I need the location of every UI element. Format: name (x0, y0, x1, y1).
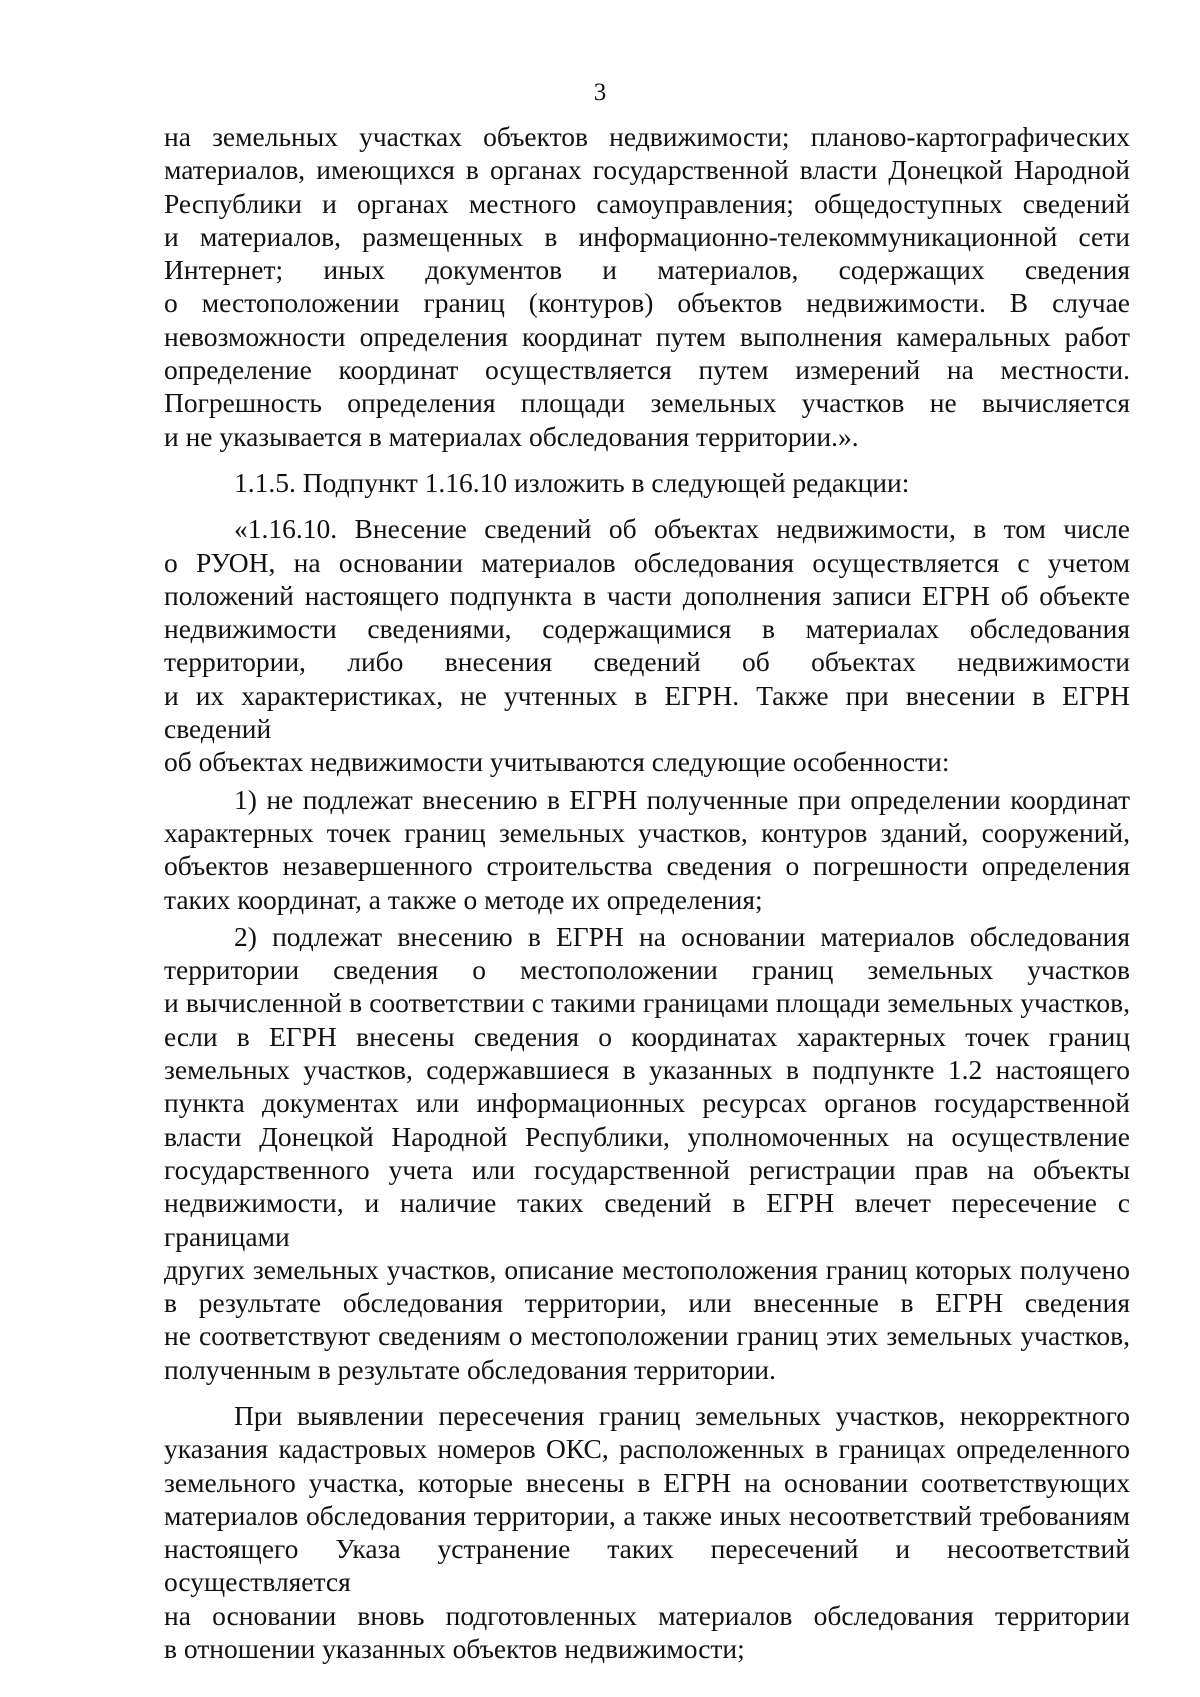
text-line: и их характеристиках, не учтенных в ЕГРН. Также при внесении в ЕГРН сведений (164, 679, 1130, 745)
text-line: других земельных участков, описание местоположения границ которых получено (164, 1253, 1130, 1285)
text-line: положений настоящего подпункта в части дополнения записи ЕГРН об объекте (164, 579, 1130, 611)
list-item-1 (164, 783, 1130, 916)
text-line: 1.1.5. Подпункт 1.16.10 изложить в следующей редакции: (234, 466, 910, 498)
text-line: настоящего Указа устранение таких пересечений и несоответствий осуществляется (164, 1533, 1130, 1598)
document-body (164, 120, 1130, 1665)
spacer (164, 499, 1130, 512)
text-line: в результате обследования территории, или внесенные в ЕГРН сведения (164, 1287, 1130, 1319)
text-line: невозможности определения координат путем выполнения камеральных работ (164, 320, 1130, 352)
text-line: Погрешность определения площади земельных участков не вычисляется (164, 387, 1130, 419)
text-line: указания кадастровых номеров ОКС, расположенных в границах определенного (164, 1433, 1130, 1465)
text-line: о местоположении границ (контуров) объектов недвижимости. В случае (164, 287, 1130, 319)
text-line: При выявлении пересечения границ земельных участков, некорректного (234, 1399, 1130, 1431)
text-line: земельных участков, содержавшиеся в указанных в подпункте 1.2 настоящего (164, 1054, 1130, 1086)
text-line: о РУОН, на основании материалов обследования осуществляется с учетом (164, 546, 1130, 578)
paragraph-subclause-1-1-5 (164, 466, 1130, 499)
text-line: власти Донецкой Народной Республики, уполномоченных на осуществление (164, 1120, 1130, 1152)
text-line: «1.16.10. Внесение сведений об объектах недвижимости, в том числе (234, 513, 1130, 545)
paragraph-intersection (164, 1399, 1130, 1665)
text-line: недвижимости, и наличие таких сведений в ЕГРН влечет пересечение с границами (164, 1187, 1130, 1252)
text-line: об объектах недвижимости учитываются следующие особенности: (164, 746, 950, 778)
text-line: определение координат осуществляется путем измерений на местности. (164, 354, 1130, 386)
text-line: и материалов, размещенных в информационно-телекоммуникационной сети (164, 220, 1130, 252)
text-line: пункта документах или информационных ресурсах органов государственной (164, 1087, 1130, 1119)
text-line: государственного учета или государственной регистрации прав на объекты (164, 1153, 1130, 1185)
text-line: материалов обследования территории, а также иных несоответствий требованиям (164, 1499, 1130, 1531)
text-line: если в ЕГРН внесены сведения о координатах характерных точек границ (164, 1020, 1130, 1052)
page-number: 3 (593, 79, 607, 106)
text-line: территории сведения о местоположении границ земельных участков (164, 954, 1130, 986)
spacer (164, 1386, 1130, 1399)
text-line: характерных точек границ земельных участков, контуров зданий, сооружений, (164, 816, 1130, 848)
text-line: земельного участка, которые внесены в ЕГРН на основании соответствующих (164, 1466, 1130, 1498)
text-line: территории, либо внесения сведений об объектах недвижимости (164, 646, 1130, 678)
paragraph-clause-1-16-10 (164, 512, 1130, 778)
text-line: Республики и органах местного самоуправления; общедоступных сведений (164, 187, 1130, 219)
text-line: таких координат, а также о методе их определения; (164, 883, 763, 915)
text-line: не соответствуют сведениям о местоположении границ этих земельных участков, (164, 1320, 1130, 1352)
text-line: Интернет; иных документов и материалов, содержащих сведения (164, 254, 1130, 286)
spacer (164, 453, 1130, 466)
text-line: в отношении указанных объектов недвижимости; (164, 1633, 745, 1665)
text-line: недвижимости сведениями, содержащимися в материалах обследования (164, 613, 1130, 645)
text-line: и не указывается в материалах обследования территории.». (164, 420, 859, 452)
list-item-2 (164, 920, 1130, 1386)
paragraph-continuation (164, 120, 1130, 453)
text-line: полученным в результате обследования территории. (164, 1353, 776, 1385)
text-line: 2) подлежат внесению в ЕГРН на основании материалов обследования (234, 920, 1130, 952)
text-line: на основании вновь подготовленных материалов обследования территории (164, 1599, 1130, 1631)
text-line: материалов, имеющихся в органах государственной власти Донецкой Народной (164, 154, 1130, 186)
text-line: 1) не подлежат внесению в ЕГРН полученные при определении координат (234, 783, 1130, 815)
text-line: на земельных участках объектов недвижимости; планово-картографических (164, 121, 1130, 152)
text-line: объектов незавершенного строительства сведения о погрешности определения (164, 850, 1130, 882)
text-line: и вычисленной в соответствии с такими границами площади земельных участков, (164, 987, 1130, 1019)
